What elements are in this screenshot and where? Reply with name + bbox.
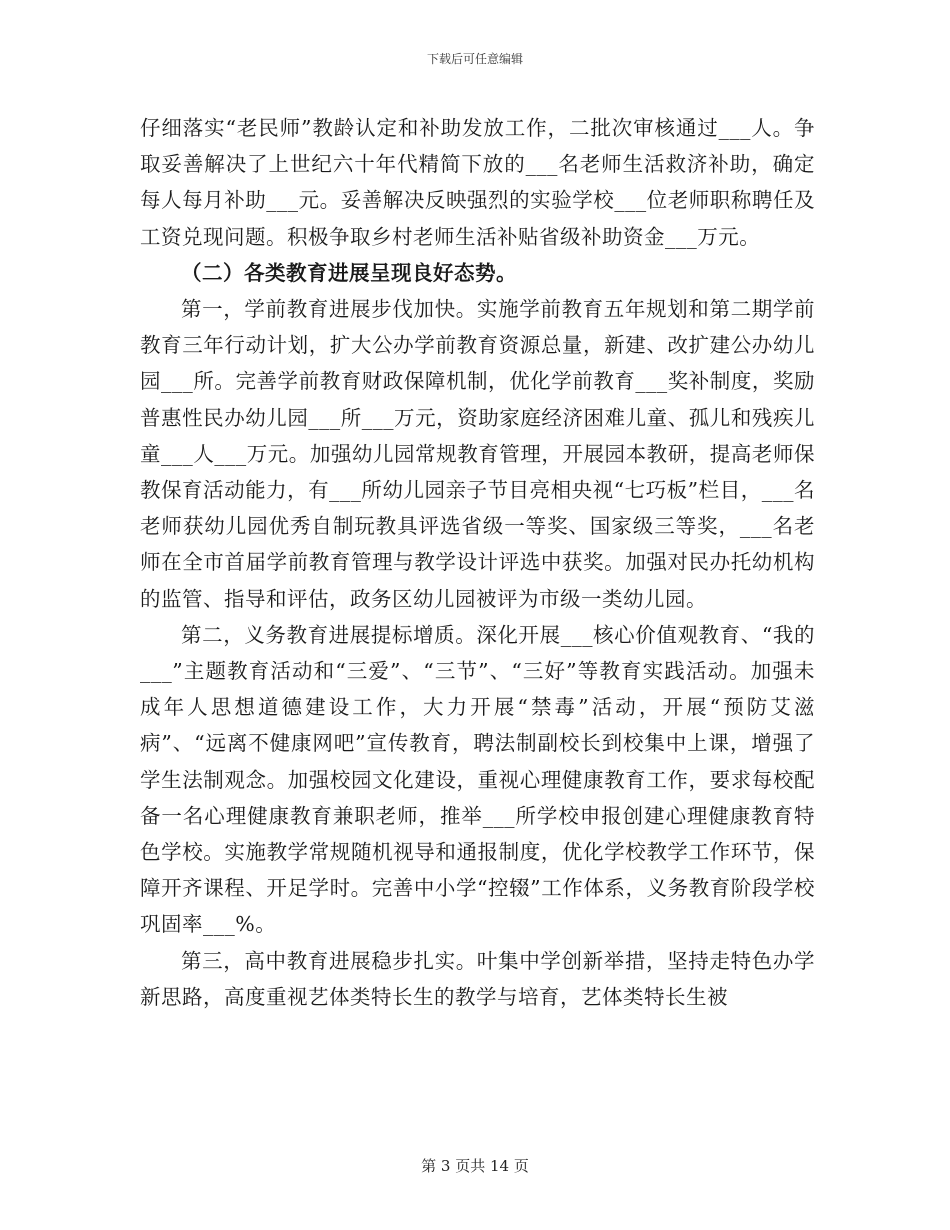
paragraph-compulsory: 第二，义务教育进展提标增质。深化开展___核心价值观教育、“我的___”主题教育活动和“三爱”、“三节”、“三好”等教育实践活动。加强未成年人思想道德建设工作，大力开展“禁毒”活动，开展“预防艾滋病”、“远离不健康网吧”宣传教育，聘法制副校长到校集中上课，增强了学生法制观念。加强校园文化建设，重视心理健康教育工作，要求每校配备一名心理健康教育兼职老师，推举___所学校申报创建心理健康教育特色学校。实施教学常规随机视导和通报制度，优化学校教学工作环节，保障开齐课程、开足学时。完善中小学“控辍”工作体系，义务教育阶段学校巩固率___%。 (140, 622, 815, 937)
paragraph-continuation: 仔细落实“老民师”教龄认定和补助发放工作，二批次审核通过___人。争取妥善解决了上世纪六十年代精简下放的___名老师生活救济补助，确定每人每月补助___元。妥善解决反映强烈的实验学校___位老师职称聘任及工资兑现问题。积极争取乡村老师生活补贴省级补助资金___万元。 (140, 116, 815, 249)
paragraph-preschool: 第一，学前教育进展步伐加快。实施学前教育五年规划和第二期学前教育三年行动计划，扩大公办学前教育资源总量，新建、改扩建公办幼儿园___所。完善学前教育财政保障机制，优化学前教育___奖补制度，奖励普惠性民办幼儿园___所___万元，资助家庭经济困难儿童、孤儿和残疾儿童___人___万元。加强幼儿园常规教育管理，开展园本教研，提高老师保教保育活动能力，有___所幼儿园亲子节目亮相央视“七巧板”栏目，___名老师获幼儿园优秀自制玩教具评选省级一等奖、国家级三等奖，___名老师在全市首届学前教育管理与教学设计评选中获奖。加强对民办托幼机构的监管、指导和评估，政务区幼儿园被评为市级一类幼儿园。 (140, 297, 815, 611)
page-header: 下载后可任意编辑 (426, 52, 523, 66)
document-body (140, 110, 815, 1015)
page-number: 第 3 页共 14 页 (421, 1157, 529, 1175)
paragraph-highschool: 第三，高中教育进展稳步扎实。叶集中学创新举措，坚持走特色办学新思路，高度重视艺体类特长生的教学与培育，艺体类特长生被 (140, 948, 815, 1009)
section-heading: （二）各类教育进展呈现良好态势。 (181, 260, 517, 285)
